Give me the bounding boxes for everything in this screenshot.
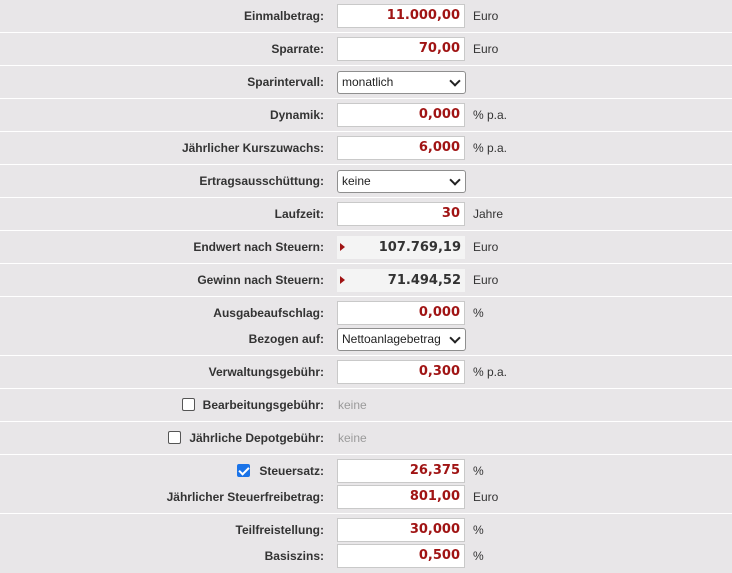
row-sparrate (0, 33, 732, 66)
basiszins-label: Basiszins: (264, 549, 324, 563)
row-teilfreistellung (0, 514, 732, 573)
steuerfreibetrag-label: Jährlicher Steuerfreibetrag: (166, 490, 324, 504)
einmalbetrag-input[interactable]: 11.000,00 (337, 4, 465, 28)
depotgebuehr-value: keine (338, 431, 367, 445)
endwert-label: Endwert nach Steuern: (193, 240, 324, 254)
steuersatz-unit: % (473, 464, 484, 478)
bezogen-auf-label: Bezogen auf: (248, 332, 324, 346)
ertragsausschuettung-selected: keine (342, 174, 371, 188)
einmalbetrag-unit: Euro (473, 9, 499, 23)
triangle-right-icon (340, 243, 345, 251)
verwaltungsgebuehr-label: Verwaltungsgebühr: (208, 365, 324, 379)
endwert-unit: Euro (473, 240, 499, 254)
laufzeit-input[interactable]: 30 (337, 202, 465, 226)
row-sparintervall (0, 66, 732, 99)
teilfreistellung-unit: % (473, 523, 484, 537)
row-ausgabeaufschlag (0, 297, 732, 356)
bezogen-auf-select[interactable] (337, 328, 466, 351)
row-dynamik (0, 99, 732, 132)
ausgabeaufschlag-input[interactable]: 0,000 (337, 301, 465, 325)
steuerfreibetrag-unit: Euro (473, 490, 499, 504)
bearbeitungsgebuehr-value: keine (338, 398, 367, 412)
sparrate-input[interactable]: 70,00 (337, 37, 465, 61)
chevron-down-icon (449, 174, 460, 185)
ertragsausschuettung-label: Ertragsausschüttung: (199, 174, 324, 188)
laufzeit-unit: Jahre (473, 207, 504, 221)
ertragsausschuettung-select[interactable] (337, 170, 466, 193)
row-endwert (0, 231, 732, 264)
row-einmalbetrag (0, 0, 732, 33)
teilfreistellung-label: Teilfreistellung: (235, 523, 324, 537)
gewinn-value: 71.494,52 (387, 273, 461, 288)
dynamik-input[interactable]: 0,000 (337, 103, 465, 127)
depotgebuehr-checkbox[interactable] (168, 431, 181, 444)
verwaltungsgebuehr-unit: % p.a. (473, 365, 508, 379)
basiszins-input[interactable]: 0,500 (337, 544, 465, 568)
sparintervall-selected: monatlich (342, 75, 394, 89)
sparintervall-select[interactable] (337, 71, 466, 94)
steuersatz-checkbox[interactable] (237, 464, 250, 477)
row-kurszuwachs (0, 132, 732, 165)
ausgabeaufschlag-label: Ausgabeaufschlag: (213, 306, 324, 320)
laufzeit-label: Laufzeit: (274, 207, 324, 221)
chevron-down-icon (449, 75, 460, 86)
row-verwaltungsgebuehr (0, 356, 732, 389)
endwert-value: 107.769,19 (378, 240, 461, 255)
row-laufzeit (0, 198, 732, 231)
gewinn-result (337, 269, 465, 292)
bearbeitungsgebuehr-label: Bearbeitungsgebühr: (202, 398, 324, 412)
dynamik-label: Dynamik: (269, 108, 324, 122)
kurszuwachs-unit: % p.a. (473, 141, 508, 155)
sparrate-unit: Euro (473, 42, 499, 56)
dynamik-unit: % p.a. (473, 108, 508, 122)
bearbeitungsgebuehr-checkbox[interactable] (182, 398, 195, 411)
row-ertragsausschuettung (0, 165, 732, 198)
sparintervall-label: Sparintervall: (247, 75, 324, 89)
verwaltungsgebuehr-input[interactable]: 0,300 (337, 360, 465, 384)
row-depotgebuehr (0, 422, 732, 455)
steuersatz-label: Steuersatz: (259, 464, 324, 478)
ausgabeaufschlag-unit: % (473, 306, 484, 320)
triangle-right-icon (340, 276, 345, 284)
depotgebuehr-label: Jährliche Depotgebühr: (189, 431, 324, 445)
gewinn-label: Gewinn nach Steuern: (197, 273, 324, 287)
teilfreistellung-input[interactable]: 30,000 (337, 518, 465, 542)
row-bearbeitungsgebuehr (0, 389, 732, 422)
sparrate-label: Sparrate: (271, 42, 324, 56)
gewinn-unit: Euro (473, 273, 499, 287)
row-gewinn (0, 264, 732, 297)
row-steuersatz (0, 455, 732, 514)
basiszins-unit: % (473, 549, 484, 563)
einmalbetrag-label: Einmalbetrag: (243, 9, 324, 23)
chevron-down-icon (449, 332, 460, 343)
endwert-result (337, 236, 465, 259)
steuersatz-input[interactable]: 26,375 (337, 459, 465, 483)
steuerfreibetrag-input[interactable]: 801,00 (337, 485, 465, 509)
kurszuwachs-input[interactable]: 6,000 (337, 136, 465, 160)
bezogen-auf-selected: Nettoanlagebetrag (342, 332, 441, 346)
kurszuwachs-label: Jährlicher Kurszuwachs: (181, 141, 324, 155)
